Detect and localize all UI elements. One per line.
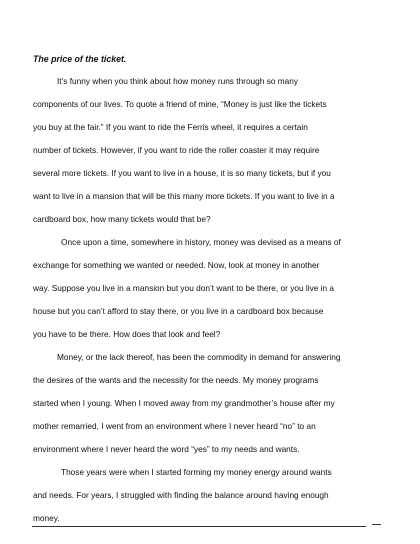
paragraph-line: mother remarried, I went from an environment where I never heard “no” to an [33, 421, 316, 431]
paragraph-line: Those years were when I started forming my money energy around wants [61, 467, 332, 477]
paragraph-line: the desires of the wants and the necessity for the needs. My money programs [33, 375, 319, 385]
paragraph-line: Once upon a time, somewhere in history, money was devised as a means of [61, 237, 341, 247]
paragraph-line: several more tickets. If you want to live in a house, it is so many tickets, but if you [33, 168, 331, 178]
paragraph-line: It’s funny when you think about how money runs through so many [57, 76, 299, 86]
paragraph-line: exchange for something we wanted or needed. Now, look at money in another [33, 260, 320, 270]
paragraph-line: way. Suppose you live in a mansion but you don’t want to be there, or you live in a [33, 283, 335, 293]
paragraph-line: you have to be there. How does that look and feel? [33, 329, 221, 339]
paragraph-line: and needs. For years, I struggled with finding the balance around having enough [33, 490, 329, 500]
paragraph-line: number of tickets. However, if you want to ride the roller coaster it may require [33, 145, 320, 155]
paragraph-line: Money, or the lack thereof, has been the commodity in demand for answering [57, 352, 341, 362]
paragraph-line: money. [33, 513, 60, 523]
paragraph-line: you buy at the fair.” If you want to ride the Ferris wheel, it requires a certain [33, 122, 308, 132]
paragraph-line: cardboard box, how many tickets would that be? [33, 214, 211, 224]
footer-mark [372, 524, 381, 525]
paragraph-line: environment where I never heard the word “yes” to my needs and wants. [33, 444, 300, 454]
paragraph-line: started when I young. When I moved away from my grandmother’s house after my [33, 398, 335, 408]
paragraph-line: components of our lives. To quote a friend of mine, “Money is just like the tickets [33, 99, 327, 109]
document-title: The price of the ticket. [33, 54, 127, 64]
paragraph-line: house but you can’t afford to stay there, or you live in a cardboard box because [33, 306, 324, 316]
paragraph-line: want to live in a mansion that will be this many more tickets. If you want to live in a [33, 191, 335, 201]
footer-divider [32, 526, 366, 527]
